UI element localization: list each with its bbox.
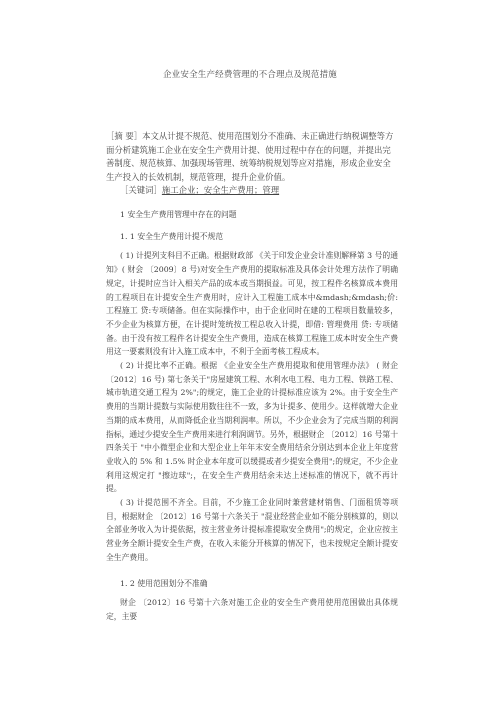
paragraph-3: ( 3) 计提范围不齐全。目前，不少施工企业同时兼营建材销售、门面租赁等项目，根据财企 〔2012〕16 号第十六条关于 "混业经营企业如不能分别核算的，则以全部业务收入为计提依据，按主营业务计提标准提取安全费用";的规定，企业应按主营业务全额计提安全生产费，在收入未能分开核算的情况下，也未按规定全额计提安全生产费用。: [106, 498, 398, 562]
section-heading-1-1: 1. 1 安全生产费用计提不规范: [120, 231, 224, 241]
abstract-paragraph: [106, 130, 396, 184]
keywords-text: 施工企业；安全生产费用；管理: [161, 185, 280, 195]
section-heading-1-2: 1. 2 使用范围划分不准确: [120, 578, 208, 588]
paragraph-2: ( 2) 计提比率不正确。根据 《企业安全生产费用提取和使用管理办法》 ( 财企〔2012〕16 号) 第七条关于"房屋建筑工程、水利水电工程、电力工程、铁路工程、城市轨道交通工程为 2%";的规定，施工企业的计提标准应该为 2%。由于安全生产费用的当期计提数与实际使用数往往不一致，多为计提多、使用少。这样就增大企业当期的成本费用，从而降低企业当期利润率。所以，不少企业会为了完成当期的利润指标，通过少提安全生产费用来进行利润调节。另外，根据财企 〔2012〕16 号第十四条关于 "中小微型企业和大型企业上年年末安全费用结余分别达到本企业上年度营业收入的 5% 和 1.5% 时企业本年度可以缓提或者少提安全费用";的规定，不少企业利用这规定打 "擦边球";，在安全生产费用结余未达上述标准的情况下，就不再计提。: [106, 361, 399, 494]
abstract-label: ［摘 要］: [106, 131, 143, 141]
keywords-label: ［关键词］: [120, 185, 162, 195]
abstract-block: [106, 130, 396, 198]
document-body: [106, 190, 398, 624]
document-title: 企业安全生产经费管理的不合理点及规范措施: [162, 70, 337, 80]
paragraph-1: ( 1) 计提列支科目不正确。根据财政部 《关于印发企业会计准则解释第 3 号的通知》( 财会 〔2009〕8 号)对安全生产费用的提取标准及具体会计处理方法作了明确规定，计提时应当计入相关产品的成本或当期损益。可见，按工程件名核算成本费用的工程项目在计提安全生产费用时，应计入工程施工成本中&mdash;&mdash;价: 工程施工 贷:专项储备。但在实际操作中，由于企业同时在建的工程项目数量较多，不少企业为核算方便，在计提时笼统按工程总收入计提，即借: 管理费用 贷: 专项储备。由于没有按工程件名计提安全生产费用，造成在核算工程施工成本时安全生产费用这一要素则没有计入施工成本中，不利于全面考核工程成本。: [106, 251, 398, 357]
abstract-text: 本文从计提不规范、使用范围划分不准确、未正确进行纳税调整等方面分析建筑施工企业在安全生产费用计提、使用过程中存在的问题，并提出完善制度、规范核算、加强现场管理、统筹纳税规划等应对措施，形成企业安全生产投入的长效机制，规范管理，提升企业价值。: [106, 131, 394, 182]
section-heading-1: 1 安全生产费用管理中存在的问题: [120, 210, 237, 219]
paragraph-4: 财企 〔2012〕16 号第十六条对施工企业的安全生产费用使用范围做出具体规定，主要: [106, 598, 398, 621]
